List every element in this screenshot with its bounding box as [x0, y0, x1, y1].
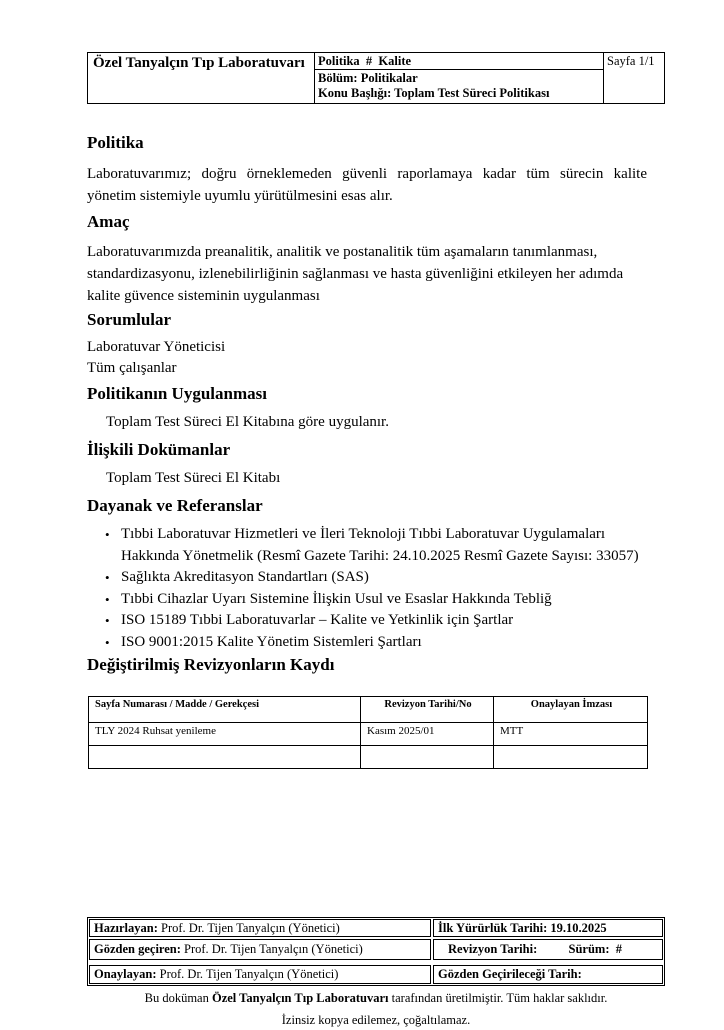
- revision-table: [88, 696, 648, 769]
- reference-item: • Tıbbi Cihazlar Uyarı Sistemine İlişkin Usul ve Esaslar Hakkında Tebliğ: [87, 589, 647, 611]
- subject-title: Konu Başlığı: Toplam Test Süreci Politikası: [318, 86, 550, 100]
- prepared-by-label: Hazırlayan:: [94, 921, 158, 935]
- review-date-cell: Gözden Geçirileceği Tarih:: [433, 965, 663, 984]
- document-header-table: [87, 52, 665, 104]
- note-org-name: Özel Tanyalçın Tıp Laboratuvarı: [211, 991, 389, 1005]
- note-text: Bu doküman: [144, 991, 212, 1005]
- document-page: [87, 52, 665, 1030]
- paragraph-iliskili: Toplam Test Süreci El Kitabı: [106, 470, 281, 486]
- revision-version-cell: [433, 939, 663, 960]
- section-heading-politika: Politika: [87, 133, 144, 152]
- responsible-item: Tüm çalışanlar: [87, 360, 177, 376]
- revision-date-label: Revizyon Tarihi:: [448, 942, 538, 956]
- reference-item: • ISO 15189 Tıbbi Laboratuvarlar – Kalite ve Yetkinlik için Şartlar: [87, 610, 647, 632]
- section-heading-iliskili: İlişkili Dokümanlar: [87, 440, 231, 459]
- prepared-by-value: Prof. Dr. Tijen Tanyalçın (Yönetici): [157, 921, 340, 935]
- revision-cell: TLY 2024 Ruhsat yenileme: [89, 723, 361, 746]
- prepared-by-cell: [89, 919, 431, 937]
- section-heading-sorumlular: Sorumlular: [87, 310, 172, 329]
- revision-cell: Kasım 2025/01: [361, 723, 494, 746]
- approved-by-cell: [89, 965, 431, 984]
- paragraph-politika: Laboratuvarımız; doğru örneklemeden güvenli raporlamaya kadar tüm sürecin kalite yönetim sistemiyle uyumlu yürütülmesini esas alır.: [87, 166, 647, 204]
- note-text: tarafından üretilmiştir. Tüm haklar saklıdır.: [388, 991, 608, 1005]
- document-type: Politika # Kalite: [315, 53, 603, 70]
- section-heading-uygulanma: Politikanın Uygulanması: [87, 384, 267, 403]
- revision-table-header-row: [89, 697, 648, 723]
- revision-cell: [494, 746, 648, 769]
- reference-item: • ISO 9001:2015 Kalite Yönetim Sistemleri Şartları: [87, 632, 647, 654]
- revision-col-header: Sayfa Numarası / Madde / Gerekçesi: [89, 697, 361, 723]
- paragraph-uygulanma: Toplam Test Süreci El Kitabına göre uygulanır.: [106, 414, 389, 430]
- copy-restriction-note: İzinsiz kopya edilemez, çoğaltılamaz.: [281, 1013, 471, 1027]
- reviewed-by-cell: [89, 939, 431, 960]
- approved-by-label: Onaylayan:: [94, 967, 157, 981]
- header-detail-cell: [315, 70, 603, 103]
- revision-cell: MTT: [494, 723, 648, 746]
- reference-list: [87, 524, 665, 653]
- responsible-item: Laboratuvar Yöneticisi: [87, 339, 226, 355]
- organization-name: Özel Tanyalçın Tıp Laboratuvarı: [88, 53, 315, 103]
- reference-item: • Sağlıkta Akreditasyon Standartları (SAS): [87, 567, 647, 589]
- revision-cell: [361, 746, 494, 769]
- copyright-note: [87, 988, 665, 1008]
- reviewed-by-value: Prof. Dr. Tijen Tanyalçın (Yönetici): [180, 942, 363, 956]
- approved-by-value: Prof. Dr. Tijen Tanyalçın (Yönetici): [156, 967, 339, 981]
- signoff-row-reviewed: [89, 939, 663, 960]
- effective-date-cell: İlk Yürürlük Tarihi: 19.10.2025: [433, 919, 663, 937]
- responsible-list: [87, 337, 665, 379]
- signoff-row-approved: [89, 965, 663, 984]
- department-label: Bölüm: Politikalar: [318, 71, 418, 85]
- section-heading-dayanak: Dayanak ve Referanslar: [87, 496, 263, 515]
- revision-col-header: Onaylayan İmzası: [494, 697, 648, 723]
- revision-cell: [89, 746, 361, 769]
- paragraph-amac: Laboratuvarımızda preanalitik, analitik ve postanalitik tüm aşamaların tanımlanması, standardizasyonu, izlenebilirliğinin sağlanması ve hasta güvenliğini etkileyen her adımda kalite güvence sisteminin uygulanması: [87, 244, 624, 304]
- table-row: [89, 746, 648, 769]
- reference-item: • Tıbbi Laboratuvar Hizmetleri ve İleri Teknoloji Tıbbi Laboratuvar Uygulamaları Hakkında Yönetmelik (Resmî Gazete Tarihi: 24.10.2025 Resmî Gazete Sayısı: 33057): [87, 524, 647, 567]
- reviewed-by-label: Gözden geçiren:: [94, 942, 181, 956]
- signoff-table: [87, 917, 665, 986]
- version-label: Sürüm: #: [568, 942, 622, 956]
- section-heading-revizyon-kaydi: Değiştirilmiş Revizyonların Kaydı: [87, 655, 335, 674]
- signoff-row-prepared: [89, 919, 663, 937]
- table-row: [89, 723, 648, 746]
- revision-col-header: Revizyon Tarihi/No: [361, 697, 494, 723]
- section-heading-amac: Amaç: [87, 212, 130, 231]
- page-number: Sayfa 1/1: [603, 53, 666, 103]
